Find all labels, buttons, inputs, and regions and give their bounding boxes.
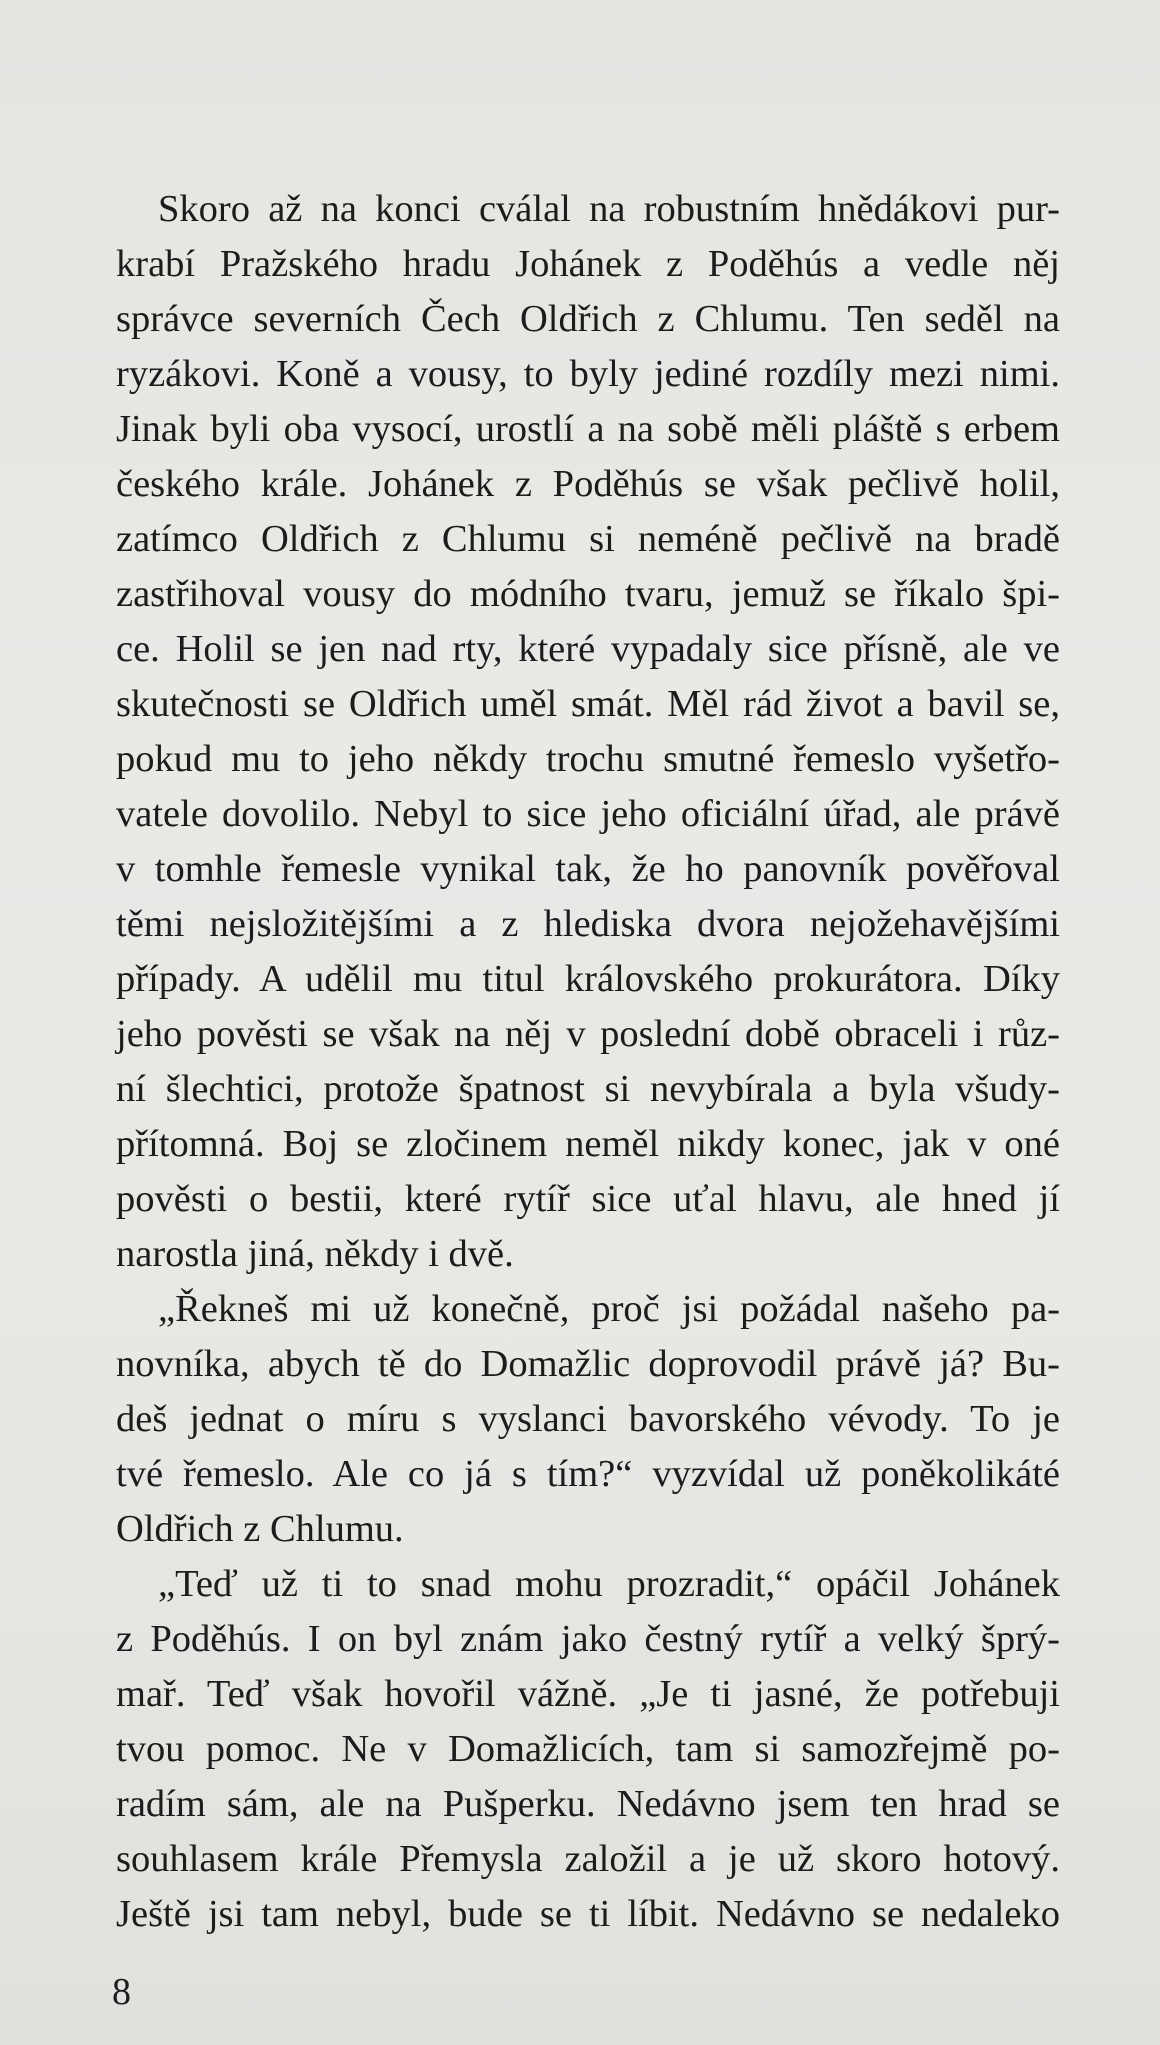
text-line: vatele dovolilo. Nebyl to sice jeho oficiální úřad, ale právě <box>116 793 1060 835</box>
text-line: správce severních Čech Oldřich z Chlumu. Ten seděl na <box>116 298 1060 340</box>
text-line: ce. Holil se jen nad rty, které vypadaly sice přísně, ale ve <box>116 628 1060 670</box>
text-line: ryzákovi. Koně a vousy, to byly jediné rozdíly mezi nimi. <box>116 353 1060 395</box>
text-line: deš jednat o míru s vyslanci bavorského vévody. To je <box>116 1398 1060 1440</box>
text-line: Jinak byli oba vysocí, urostlí a na sobě měli pláště s erbem <box>116 408 1060 450</box>
text-line: novníka, abych tě do Domažlic doprovodil právě já? Bu- <box>116 1343 1060 1385</box>
text-line: přítomná. Boj se zločinem neměl nikdy konec, jak v oné <box>116 1123 1060 1165</box>
text-line: „Teď už ti to snad mohu prozradit,“ opáčil Johánek <box>158 1563 1060 1605</box>
text-line: mař. Teď však hovořil vážně. „Je ti jasné, že potřebuji <box>116 1673 1060 1715</box>
text-line: jeho pověsti se však na něj v poslední době obraceli i růz- <box>116 1013 1060 1055</box>
text-line: těmi nejsložitějšími a z hlediska dvora nejožehavějšími <box>116 903 1060 945</box>
body-text <box>116 182 1060 1942</box>
text-line: zatímco Oldřich z Chlumu si neméně pečlivě na bradě <box>116 518 1060 560</box>
text-line: českého krále. Johánek z Poděhús se však pečlivě holil, <box>116 463 1060 505</box>
text-line: narostla jiná, někdy i dvě. <box>116 1233 514 1275</box>
text-line: radím sám, ale na Pušperku. Nedávno jsem ten hrad se <box>116 1783 1060 1825</box>
text-line: pokud mu to jeho někdy trochu smutné řemeslo vyšetřo- <box>116 738 1060 780</box>
text-line: z Poděhús. I on byl znám jako čestný rytíř a velký šprý- <box>116 1618 1060 1660</box>
text-line: tvou pomoc. Ne v Domažlicích, tam si samozřejmě po- <box>116 1728 1060 1770</box>
text-line: případy. A udělil mu titul královského prokurátora. Díky <box>116 958 1060 1000</box>
text-line: tvé řemeslo. Ale co já s tím?“ vyzvídal už poněkolikáté <box>116 1453 1060 1495</box>
text-line: krabí Pražského hradu Johánek z Poděhús a vedle něj <box>116 243 1060 285</box>
text-line: pověsti o bestii, které rytíř sice uťal hlavu, ale hned jí <box>116 1178 1060 1220</box>
text-line: Skoro až na konci cválal na robustním hnědákovi pur- <box>158 188 1060 230</box>
text-line: skutečnosti se Oldřich uměl smát. Měl rád život a bavil se, <box>116 683 1060 725</box>
text-line: „Řekneš mi už konečně, proč jsi požádal našeho pa- <box>158 1288 1060 1330</box>
text-line: ní šlechtici, protože špatnost si nevybírala a byla všudy- <box>116 1068 1060 1110</box>
page-number: 8 <box>112 1971 131 2013</box>
text-line: souhlasem krále Přemysla založil a je už skoro hotový. <box>116 1838 1060 1880</box>
text-line: zastřihoval vousy do módního tvaru, jemuž se říkalo špi- <box>116 573 1060 615</box>
text-line: v tomhle řemesle vynikal tak, že ho panovník pověřoval <box>116 848 1060 890</box>
text-line: Oldřich z Chlumu. <box>116 1508 404 1550</box>
text-line: Ještě jsi tam nebyl, bude se ti líbit. Nedávno se nedaleko <box>116 1893 1060 1935</box>
